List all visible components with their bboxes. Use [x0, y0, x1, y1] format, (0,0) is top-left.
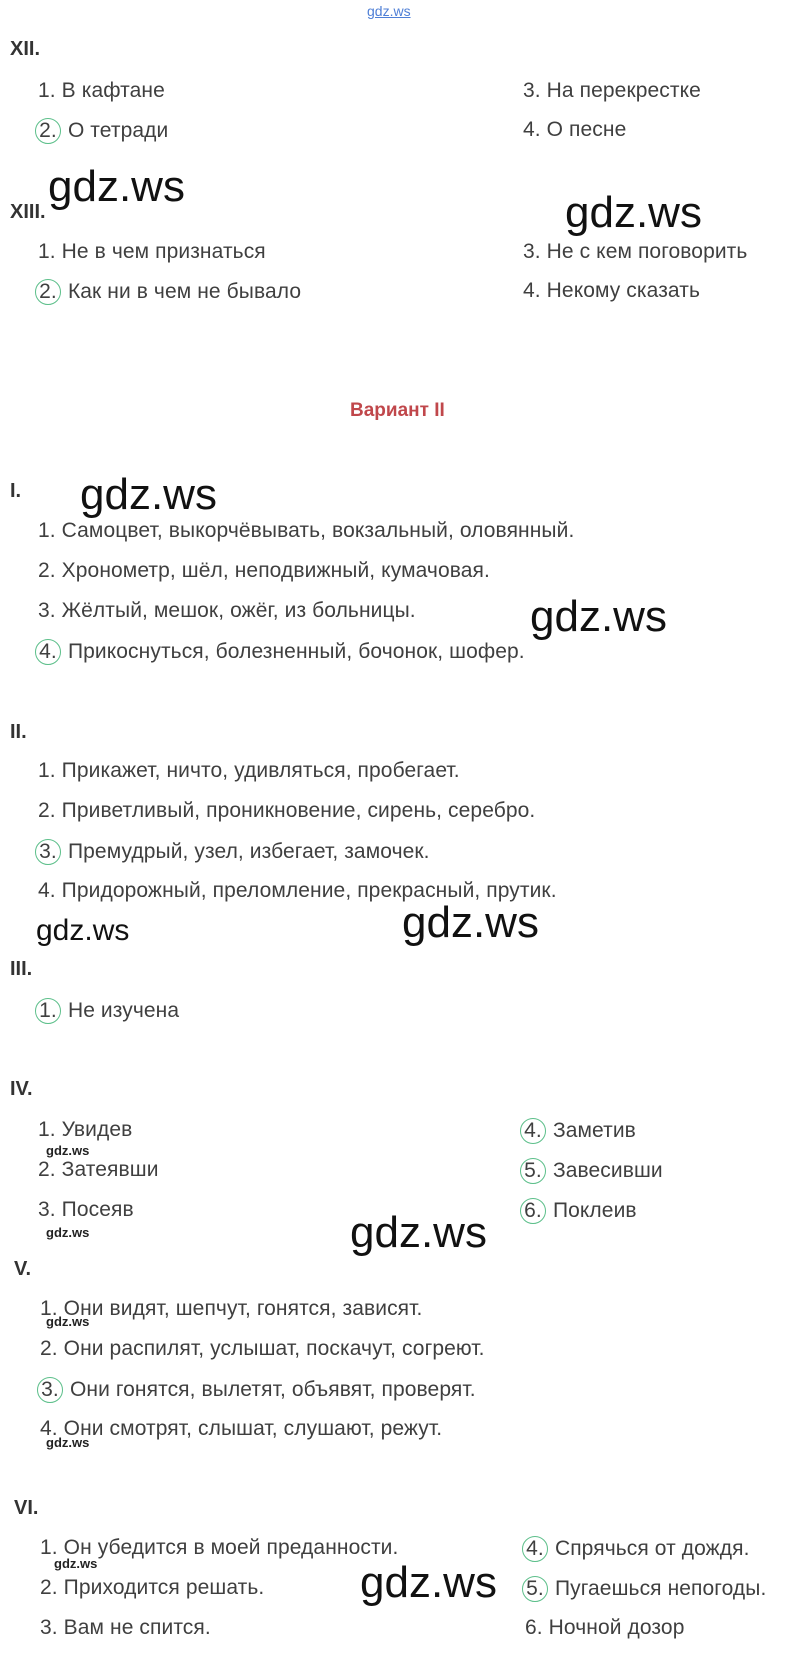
xiii-item-4: 4. Некому сказать — [523, 279, 701, 302]
watermark: gdz.ws — [54, 1556, 98, 1571]
i-item-4: 4. Прикоснуться, болезненный, бочонок, шофер. — [38, 639, 525, 665]
section-label-iii: III. — [10, 958, 33, 980]
circled-number: 4. — [520, 1118, 546, 1144]
ii-item-2: 2. Приветливый, проникновение, сирень, серебро. — [38, 799, 536, 822]
watermark: gdz.ws — [402, 898, 539, 947]
watermark: gdz.ws — [46, 1435, 90, 1450]
circled-number: 5. — [522, 1576, 548, 1602]
v-item-2: 2. Они распилят, услышат, поскачут, согреют. — [40, 1337, 485, 1360]
xiii-item-1: 1. Не в чем признаться — [38, 240, 266, 263]
watermark: gdz.ws — [530, 592, 667, 641]
section-label-xiii: XIII. — [10, 201, 46, 223]
v-item-4: 4. Они смотрят, слышат, слушают, режут. — [40, 1417, 443, 1440]
watermark: gdz.ws — [36, 914, 130, 947]
iv-item-4: 4. Заметив — [523, 1118, 636, 1144]
watermark: gdz.ws — [46, 1314, 90, 1329]
watermark: gdz.ws — [350, 1208, 487, 1257]
vi-item-2: 2. Приходится решать. — [40, 1576, 265, 1599]
section-label-i: I. — [10, 480, 22, 502]
xii-item-3: 3. На перекрестке — [523, 79, 701, 102]
ii-item-3: 3. Премудрый, узел, избегает, замочек. — [38, 839, 430, 865]
iv-item-1: 1. Увидев — [38, 1118, 133, 1141]
circled-number: 5. — [520, 1158, 546, 1184]
watermark: gdz.ws — [565, 188, 702, 237]
iv-item-2: 2. Затеявши — [38, 1158, 159, 1181]
section-label-ii: II. — [10, 721, 27, 743]
i-item-1: 1. Самоцвет, выкорчёвывать, вокзальный, оловянный. — [38, 519, 575, 542]
xii-item-4: 4. О песне — [523, 118, 627, 141]
circled-number: 3. — [37, 1377, 63, 1403]
section-label-xii: XII. — [10, 38, 41, 60]
v-item-1: 1. Они видят, шепчут, гонятся, зависят. — [40, 1297, 423, 1320]
xii-item-2: 2. О тетради — [38, 118, 168, 144]
vi-item-5: 5. Пугаешься непогоды. — [525, 1576, 766, 1602]
xii-item-1: 1. В кафтане — [38, 79, 165, 102]
xiii-item-2: 2. Как ни в чем не бывало — [38, 279, 301, 305]
circled-number: 6. — [520, 1198, 546, 1224]
iv-item-6: 6. Поклеив — [523, 1198, 637, 1224]
v-item-3: 3. Они гонятся, вылетят, объявят, проверят. — [40, 1377, 476, 1403]
section-label-iv: IV. — [10, 1078, 33, 1100]
i-item-2: 2. Хронометр, шёл, неподвижный, кумачовая. — [38, 559, 490, 582]
iv-item-5: 5. Завесивши — [523, 1158, 663, 1184]
watermark: gdz.ws — [46, 1143, 90, 1158]
circled-number: 2. — [35, 118, 61, 144]
circled-number: 1. — [35, 998, 61, 1024]
watermark: gdz.ws — [48, 162, 185, 211]
watermark: gdz.ws — [46, 1225, 90, 1240]
watermark: gdz.ws — [80, 470, 217, 519]
vi-item-1: 1. Он убедится в моей преданности. — [40, 1536, 399, 1559]
iii-item-1: 1. Не изучена — [38, 998, 179, 1024]
i-item-3: 3. Жёлтый, мешок, ожёг, из больницы. — [38, 599, 416, 622]
section-label-v: V. — [14, 1258, 32, 1280]
ii-item-1: 1. Прикажет, ничто, удивляться, пробегает. — [38, 759, 460, 782]
section-label-vi: VI. — [14, 1497, 39, 1519]
iv-item-3: 3. Посеяв — [38, 1198, 134, 1221]
ii-item-4: 4. Придорожный, преломление, прекрасный, прутик. — [38, 879, 557, 902]
vi-item-6: 6. Ночной дозор — [525, 1616, 685, 1639]
vi-item-3: 3. Вам не спится. — [40, 1616, 211, 1639]
circled-number: 4. — [522, 1536, 548, 1562]
header-watermark: gdz.ws — [367, 3, 411, 19]
circled-number: 4. — [35, 639, 61, 665]
circled-number: 3. — [35, 839, 61, 865]
xiii-item-3: 3. Не с кем поговорить — [523, 240, 748, 263]
vi-item-4: 4. Спрячься от дождя. — [525, 1536, 750, 1562]
circled-number: 2. — [35, 279, 61, 305]
watermark: gdz.ws — [360, 1558, 497, 1607]
variant-title: Вариант II — [350, 400, 445, 421]
